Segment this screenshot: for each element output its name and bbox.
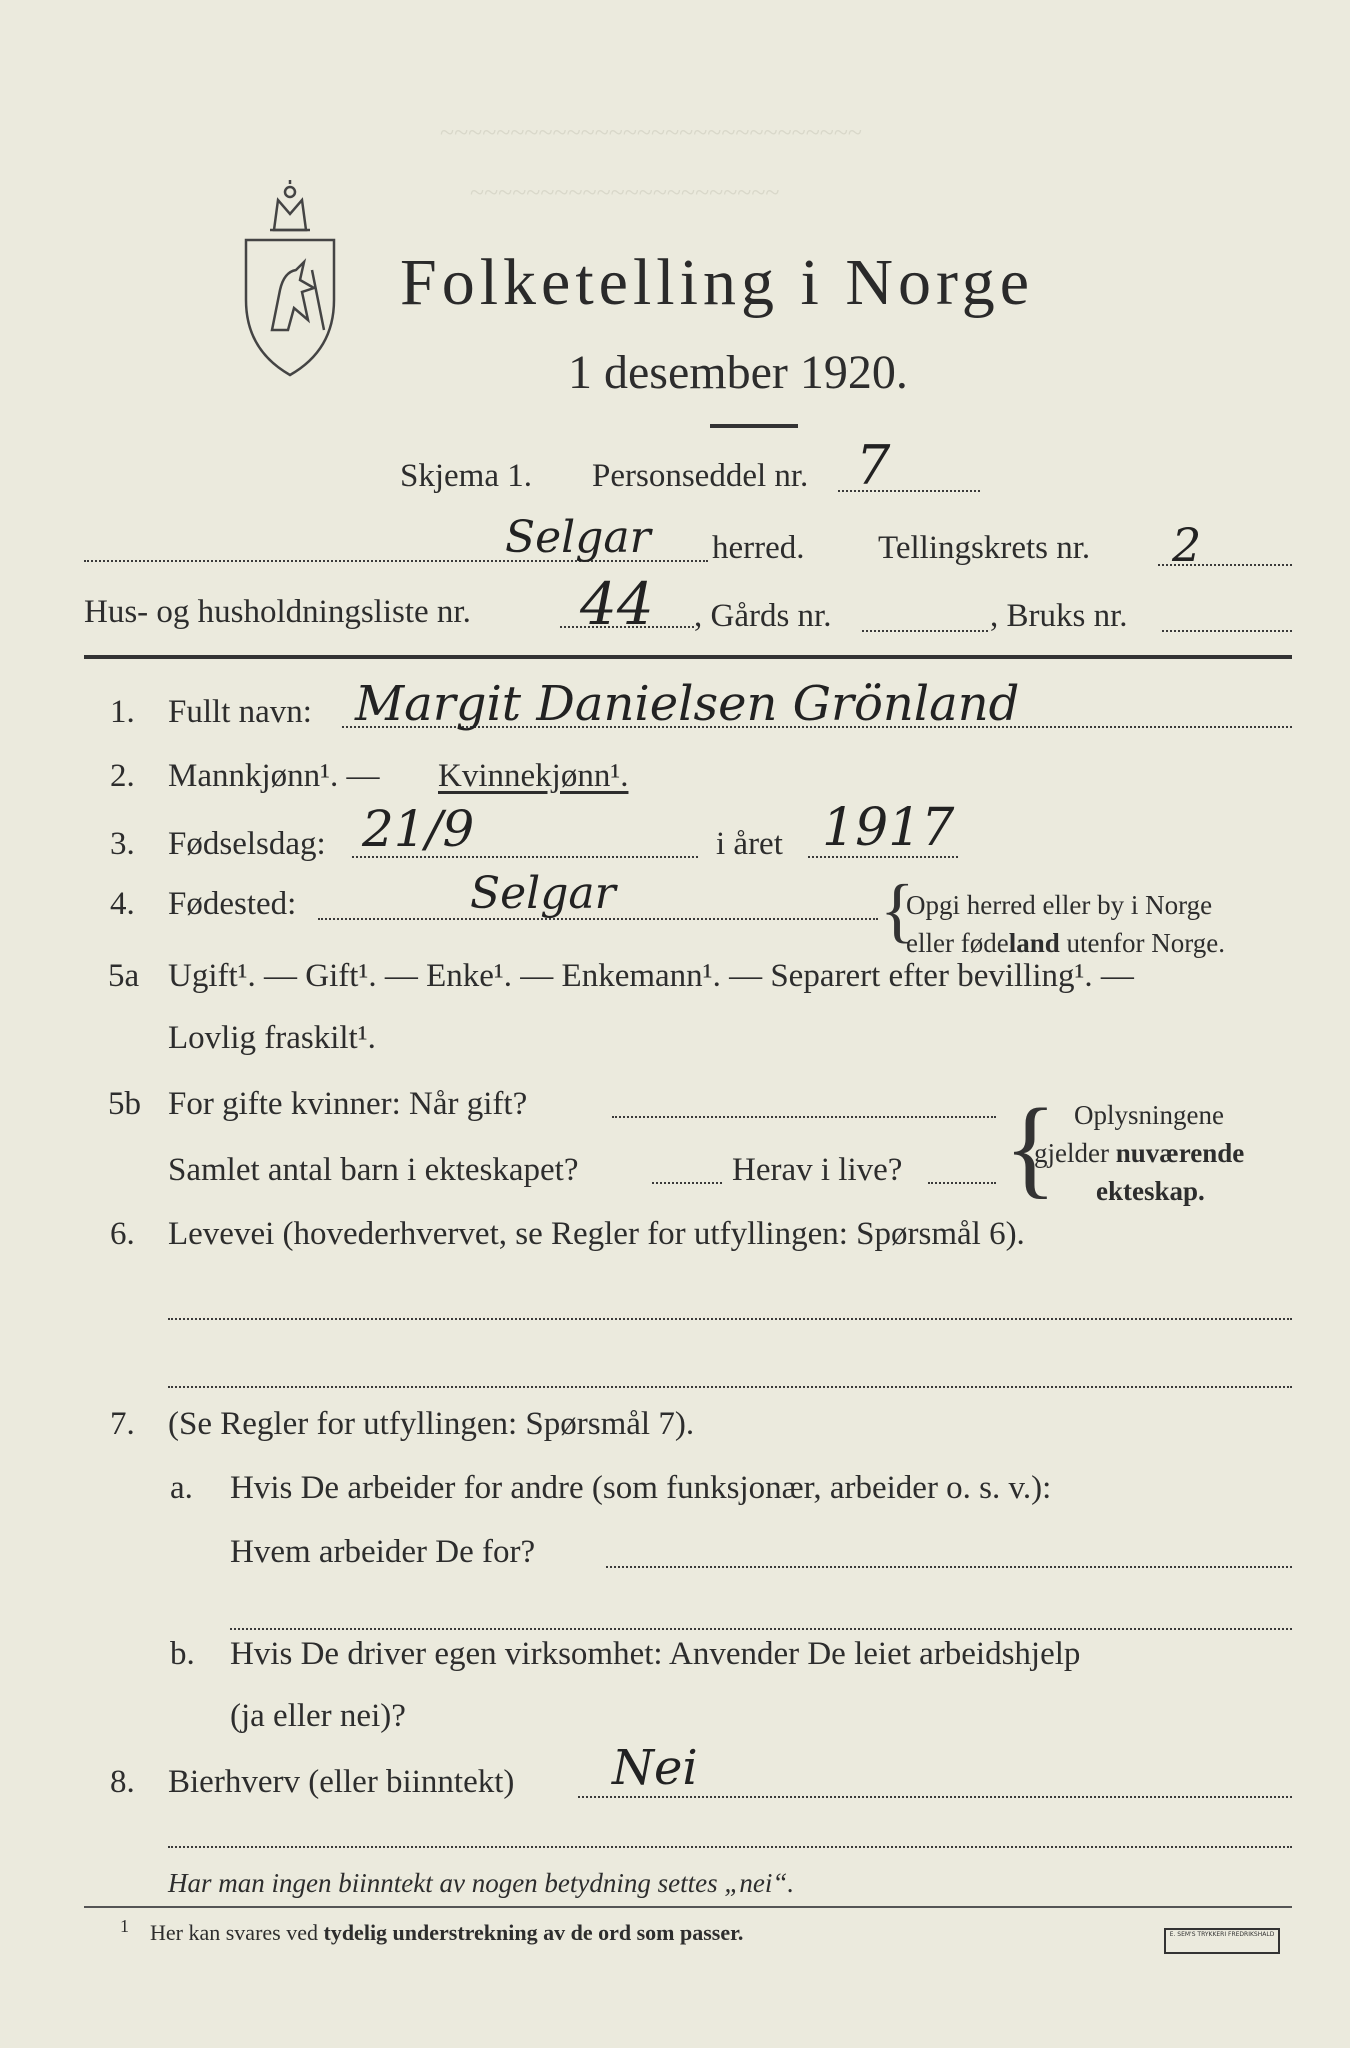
q4-brace: {: [880, 870, 915, 950]
personseddel-label: Personseddel nr.: [592, 458, 809, 494]
q1-number: 1.: [110, 694, 135, 730]
q7a-employer-line: [606, 1566, 1292, 1568]
q7a-employer-question: Hvem arbeider De for?: [230, 1534, 536, 1570]
q5b-when-married: For gifte kvinner: Når gift?: [168, 1086, 528, 1122]
printer-stamp: E. SEM'S TRYKKERI FREDRIKSHALD: [1164, 1928, 1280, 1954]
q4-note-line2: eller fødeland utenfor Norge.: [906, 928, 1225, 958]
q7b-question: Hvis De driver egen virksomhet: Anvender De leiet arbeidshjelp: [230, 1636, 1081, 1672]
husliste-label: Hus- og husholdningsliste nr.: [84, 594, 471, 630]
q5b-children-living-line: [928, 1182, 996, 1184]
norway-coat-of-arms-icon: [234, 180, 346, 380]
tellingskrets-label: Tellingskrets nr.: [878, 530, 1091, 566]
q5a-number: 5a: [108, 958, 140, 994]
footer-divider: [84, 1906, 1292, 1908]
gards-line: [862, 630, 988, 632]
q3-number: 3.: [110, 826, 135, 862]
q8-line: [578, 1796, 1292, 1798]
q7a-question: Hvis De arbeider for andre (som funksjonær, arbeider o. s. v.):: [230, 1470, 1052, 1506]
husliste-value[interactable]: 44: [580, 570, 654, 638]
tellingskrets-value[interactable]: 2: [1172, 518, 1202, 572]
q8-line2: [168, 1846, 1292, 1848]
q6-label: Levevei (hovederhvervet, se Regler for utfyllingen: Spørsmål 6).: [168, 1216, 1025, 1252]
skjema-label: Skjema 1.: [400, 458, 532, 494]
herred-label: herred.: [712, 530, 805, 566]
q7b-yes-no: (ja eller nei)?: [230, 1698, 406, 1734]
bruks-line: [1162, 630, 1292, 632]
q3-year-label: i året: [716, 826, 783, 862]
q5b-brace: {: [1004, 1086, 1057, 1208]
herred-value[interactable]: Selgar: [505, 512, 651, 563]
q5a-options-line1: Ugift¹. — Gift¹. — Enke¹. — Enkemann¹. — Separert efter bevilling¹. —: [168, 958, 1134, 994]
q3-year-value[interactable]: 1917: [822, 798, 955, 858]
bruks-label: , Bruks nr.: [990, 598, 1128, 634]
q6-line2: [168, 1386, 1292, 1388]
footnote-mark: 1: [120, 1916, 129, 1936]
header-divider: [84, 655, 1292, 659]
q4-note-line1: Opgi herred eller by i Norge: [906, 890, 1213, 920]
q8-number: 8.: [110, 1764, 135, 1800]
q7b-letter: b.: [170, 1636, 195, 1672]
q7-label: (Se Regler for utfyllingen: Spørsmål 7).: [168, 1406, 695, 1442]
q5b-note-line1: Oplysningene: [1074, 1100, 1224, 1130]
q5b-children-living: Herav i live?: [732, 1152, 903, 1188]
q4-label: Fødested:: [168, 886, 297, 922]
title-divider: [710, 424, 798, 428]
q5b-note-line3: ekteskap.: [1096, 1176, 1205, 1206]
q7a-letter: a.: [170, 1470, 193, 1506]
gards-label: , Gårds nr.: [694, 598, 832, 634]
q2-male-option: Mannkjønn¹. —: [168, 758, 380, 794]
q5b-children-total-line: [652, 1182, 722, 1184]
q2-female-option[interactable]: Kvinnekjønn¹.: [438, 758, 629, 794]
q4-number: 4.: [110, 886, 135, 922]
q3-label: Fødselsdag:: [168, 826, 326, 862]
footnote-text: Her kan svares ved tydelig understrekning av de ord som passer.: [150, 1920, 744, 1945]
q4-birthplace-value[interactable]: Selgar: [470, 868, 616, 919]
q2-number: 2.: [110, 758, 135, 794]
q7a-line2: [230, 1628, 1292, 1630]
q6-number: 6.: [110, 1216, 135, 1252]
personseddel-value[interactable]: 7: [856, 434, 891, 497]
q5b-number: 5b: [108, 1086, 141, 1122]
q1-label: Fullt navn:: [168, 694, 312, 730]
income-note: Har man ingen biinntekt av nogen betydning settes „nei“.: [168, 1868, 795, 1898]
q6-line1: [168, 1318, 1292, 1320]
q1-full-name-value[interactable]: Margit Danielsen Grönland: [355, 676, 1020, 732]
q5a-options-line2: Lovlig fraskilt¹.: [168, 1020, 376, 1056]
q7-number: 7.: [110, 1406, 135, 1442]
q8-label: Bierhverv (eller biinntekt): [168, 1764, 515, 1800]
q5b-note-line2: gjelder nuværende: [1034, 1138, 1245, 1168]
form-title: Folketelling i Norge: [400, 246, 1035, 319]
q5b-when-married-line: [612, 1116, 996, 1118]
census-date: 1 desember 1920.: [568, 346, 908, 399]
q8-side-income-value[interactable]: Nei: [612, 1740, 698, 1796]
bleed-through-text: ~~~~~~~~~~~~~~~~~~~~~~~~~~~~~~: [440, 118, 862, 147]
q5b-children-total: Samlet antal barn i ekteskapet?: [168, 1152, 579, 1188]
q3-birthday-value[interactable]: 21/9: [362, 800, 475, 858]
bleed-through-text: ~~~~~~~~~~~~~~~~~~~~~~: [470, 178, 780, 207]
